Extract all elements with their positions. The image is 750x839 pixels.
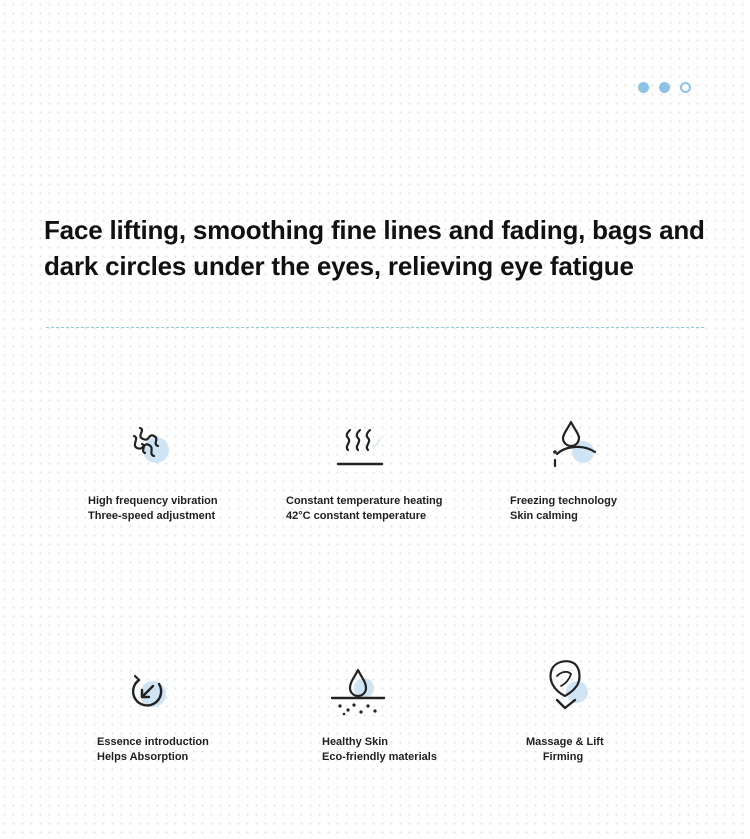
healthy-skin-drop-icon [328,662,388,722]
feature-subtitle: Three-speed adjustment [88,510,216,522]
feature-title: Freezing technology [510,495,617,507]
feature-caption-massage [526,735,604,765]
feature-caption-essence [97,735,209,765]
feature-subtitle: 42°C constant temperature [286,510,427,522]
feature-title: Constant temperature heating [286,495,443,507]
vibration-wave-icon [120,414,180,474]
feature-subtitle: Firming [542,751,584,763]
face-lift-icon [537,652,597,712]
feature-title: Essence introduction [97,736,209,748]
pagination-dots [638,82,691,93]
feature-subtitle: Helps Absorption [97,751,189,763]
pagination-dot[interactable] [659,82,670,93]
feature-caption-freezing [510,494,617,524]
feature-caption-healthy-skin [322,735,437,765]
heat-waves-icon [330,414,390,474]
feature-title: High frequency vibration [88,495,218,507]
freezing-drop-icon [543,414,603,474]
feature-subtitle: Eco-friendly materials [322,751,437,763]
essence-absorption-icon [117,662,177,722]
headline: Face lifting, smoothing fine lines and fading, bags and dark circles under the eyes, relieving eye fatigue [44,215,705,281]
feature-caption-heating [286,494,442,524]
feature-title: Healthy Skin [322,736,389,748]
feature-title: Massage & Lift [526,736,604,748]
dashed-divider [46,327,704,328]
pagination-dot[interactable] [638,82,649,93]
feature-subtitle: Skin calming [510,510,578,522]
pagination-dot-active[interactable] [680,82,691,93]
feature-caption-vibration [88,494,218,524]
